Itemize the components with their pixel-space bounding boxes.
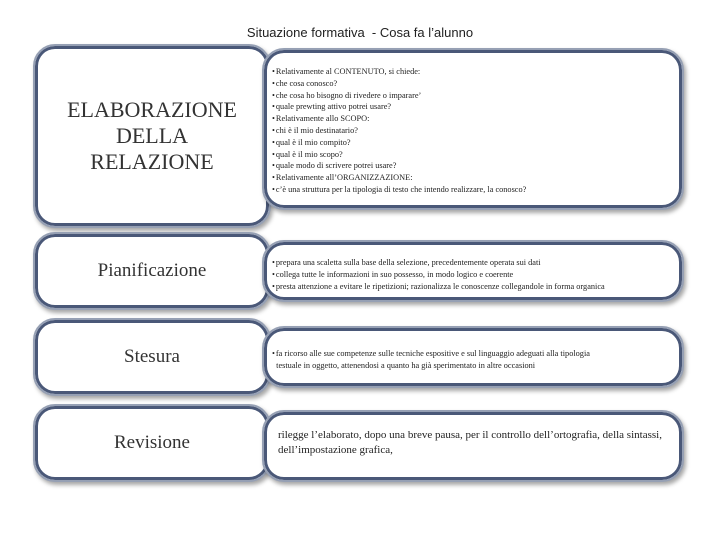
detail-box-pianificazione <box>262 240 684 302</box>
bullet-list-stesura <box>272 348 674 372</box>
bullet-item: • quale modo di scrivere potrei usare? <box>272 160 674 172</box>
stage-box-revisione <box>33 404 271 482</box>
stage-box-stesura <box>33 318 271 396</box>
bullet-item: • collega tutte le informazioni in suo possesso, in modo logico e coerente <box>272 269 674 281</box>
bullet-item: • che cosa ho bisogno di rivedere o imparare’ <box>272 90 674 102</box>
bullet-list-elaborazione <box>272 66 674 196</box>
bullet-item: • che cosa conosco? <box>272 78 674 90</box>
bullet-item: • quale prewting attivo potrei usare? <box>272 101 674 113</box>
bullet-item: • Relativamente all’ORGANIZZAZIONE: <box>272 172 674 184</box>
bullet-item: • qual è il mio compito? <box>272 137 674 149</box>
stage-box-pianificazione <box>33 232 271 310</box>
stage-label-pianificazione: Pianificazione <box>97 260 207 281</box>
detail-box-elaborazione <box>262 48 684 210</box>
detail-box-stesura <box>262 326 684 388</box>
bullet-item: • c’è una struttura per la tipologia di testo che intendo realizzare, la conosco? <box>272 184 674 196</box>
stage-label-stesura: Stesura <box>124 346 180 367</box>
stage-label-revisione: Revisione <box>114 432 190 453</box>
stage-label-elaborazione: ELABORAZIONE DELLA RELAZIONE <box>67 97 237 174</box>
bullet-item: • Relativamente allo SCOPO: <box>272 113 674 125</box>
page-title: Situazione formativa - Cosa fa l’alunno <box>246 25 474 40</box>
detail-box-revisione <box>262 410 684 482</box>
bullet-item: • qual è il mio scopo? <box>272 149 674 161</box>
bullet-item: • chi è il mio destinatario? <box>272 125 674 137</box>
bullet-item: • fa ricorso alle sue competenze sulle tecniche espositive e sul linguaggio adeguati alla tipologia testuale in oggetto, attenendosi a quanto ha già sperimentato in altre occasioni <box>272 348 674 372</box>
bullet-item: • prepara una scaletta sulla base della selezione, precedentemente operata sui dati <box>272 257 674 269</box>
stage-box-elaborazione <box>33 44 271 228</box>
bullet-list-pianificazione <box>272 257 674 292</box>
bullet-item: • Relativamente al CONTENUTO, si chiede: <box>272 66 674 78</box>
bullet-item: • presta attenzione a evitare le ripetizioni; razionalizza le conoscenze collegandole in forma organica <box>272 281 674 293</box>
revisione-text: rilegge l’elaborato, dopo una breve pausa, per il controllo dell’ortografia, della sintassi, dell’impostazione grafica, <box>278 429 662 456</box>
